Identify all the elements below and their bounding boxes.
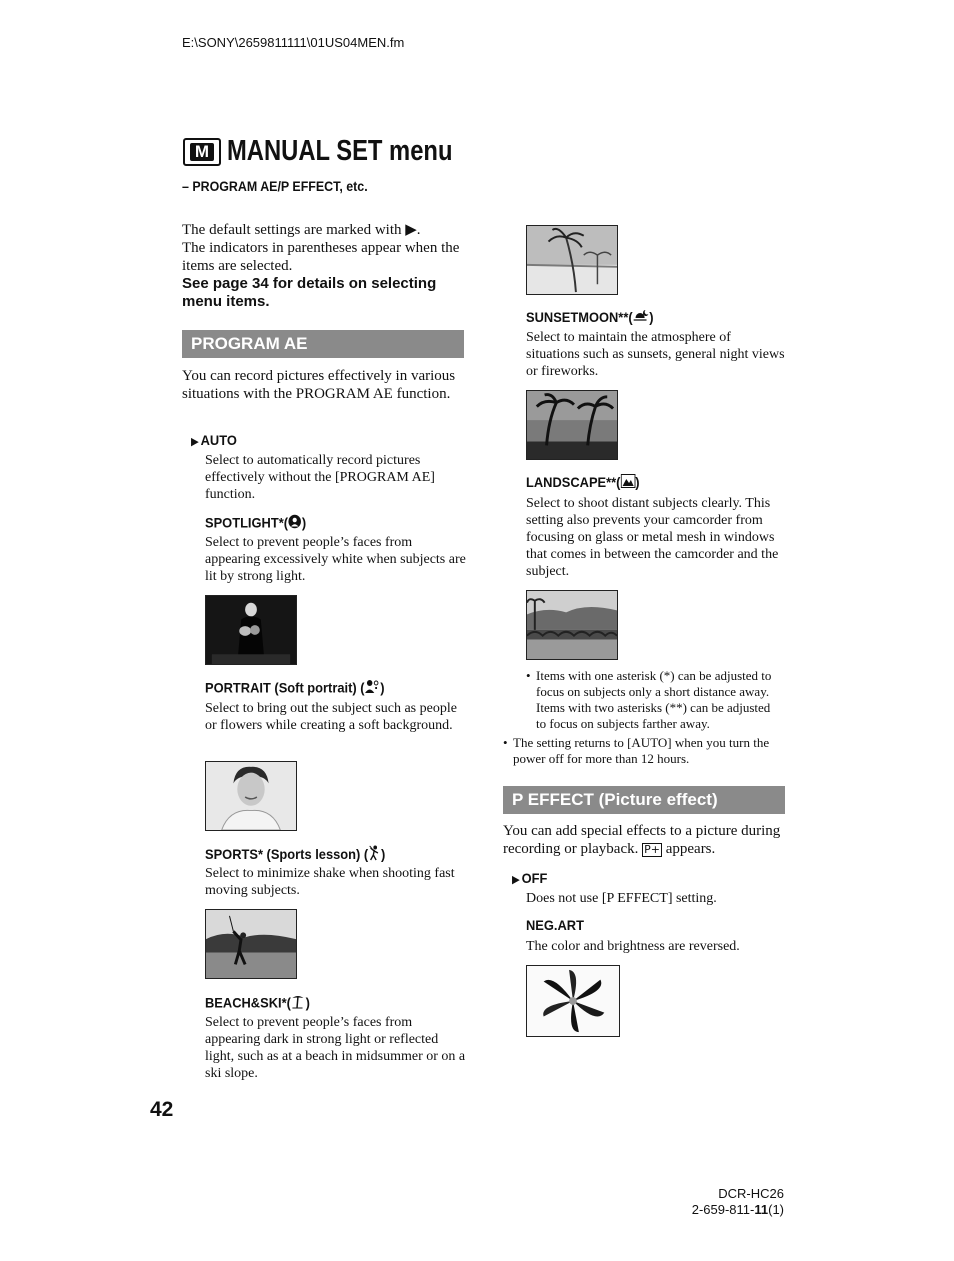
p-effect-description: You can add special effects to a picture during recording or playback. P+ appears. — [503, 823, 781, 857]
sunset-moon-example-photo — [526, 390, 618, 460]
item-spotlight-heading: SPOTLIGHT*( ) — [205, 514, 306, 534]
page-number: 42 — [150, 1098, 174, 1121]
footer-model — [692, 1186, 784, 1218]
intro — [182, 221, 467, 311]
sunset-moon-icon — [633, 309, 650, 328]
beach-ski-icon — [291, 994, 306, 1014]
landscape-icon — [620, 474, 635, 493]
note-asterisks: • Items with one asterisk (*) can be adjusted to focus on subjects only a short distance away. Items with two asterisks (**) can be adjusted to focus on subjects farther away. — [526, 668, 772, 731]
spotlight-example-photo — [205, 595, 297, 665]
item-portrait-heading: PORTRAIT (Soft portrait) ( ) — [205, 679, 384, 699]
item-auto-text: Select to automatically record pictures effectively without the [PROGRAM AE] function. — [205, 453, 435, 502]
item-portrait-text: Select to bring out the subject such as people or flowers while creating a soft background. — [205, 701, 457, 733]
section-p-effect: P EFFECT (Picture effect) — [503, 786, 785, 814]
neg-art-example-photo — [526, 965, 620, 1037]
page-subtitle: – PROGRAM AE/P EFFECT, etc. — [182, 179, 368, 194]
portrait-example-photo — [205, 761, 297, 831]
item-beach-ski-heading: BEACH&SKI*( ) — [205, 994, 310, 1014]
item-sports-text: Select to minimize shake when shooting fast moving subjects. — [205, 866, 455, 898]
item-sunset-moon-heading: SUNSETMOON**( ) — [526, 309, 653, 328]
item-neg-art-heading: NEG.ART — [526, 917, 584, 933]
default-marker-icon: ▶ — [191, 435, 199, 448]
file-path: E:\SONY\2659811111\01US04MEN.fm — [182, 35, 405, 50]
portrait-icon — [365, 679, 381, 699]
note-auto-reset: • The setting returns to [AUTO] when you turn the power off for more than 12 hours. — [503, 735, 770, 766]
beach-ski-example-photo — [526, 225, 618, 295]
item-off-heading: ▶ OFF — [512, 870, 548, 886]
item-sports-heading: SPORTS* (Sports lesson) ( ) — [205, 845, 385, 866]
spotlight-icon — [288, 514, 302, 534]
sports-example-photo — [205, 909, 297, 979]
manual-set-icon: M — [183, 138, 221, 166]
sports-icon — [368, 845, 381, 866]
section-program-ae: PROGRAM AE — [182, 330, 464, 358]
item-sunset-moon-text: Select to maintain the atmosphere of situations such as sunsets, general night views or fireworks. — [526, 330, 785, 379]
page-title-row — [183, 135, 502, 168]
item-landscape-text: Select to shoot distant subjects clearly. This setting also prevents your camcorder from focusing on glass or metal mesh in windows that comes in between the camcorder and the subject. — [526, 496, 779, 579]
document-code: 2-659-811-11(1) — [691, 1202, 784, 1217]
intro-line-2: The indicators in parentheses appear when the items are selected. — [182, 240, 460, 274]
program-ae-description: You can record pictures effectively in various situations with the PROGRAM AE function. — [182, 368, 456, 402]
page-title: MANUAL SET menu — [227, 135, 453, 167]
model-number: DCR-HC26 — [718, 1186, 784, 1201]
item-auto-heading: ▶ AUTO — [191, 432, 237, 448]
item-landscape-heading: LANDSCAPE**( ) — [526, 474, 639, 493]
intro-line-1: The default settings are marked with ▶. — [182, 222, 421, 238]
item-spotlight-text: Select to prevent people’s faces from appearing excessively white when subjects are lit by strong light. — [205, 535, 466, 584]
item-neg-art-text: The color and brightness are reversed. — [526, 939, 740, 954]
landscape-example-photo — [526, 590, 618, 660]
see-page-note: See page 34 for details on selecting menu items. — [182, 275, 437, 310]
item-off-text: Does not use [P EFFECT] setting. — [526, 891, 717, 906]
item-beach-ski-text: Select to prevent people’s faces from appearing dark in strong light or reflected light, such as at a beach in midsummer or on a ski slope. — [205, 1015, 466, 1081]
default-marker-icon: ▶ — [512, 873, 520, 886]
picture-effect-icon: P+ — [644, 842, 660, 856]
